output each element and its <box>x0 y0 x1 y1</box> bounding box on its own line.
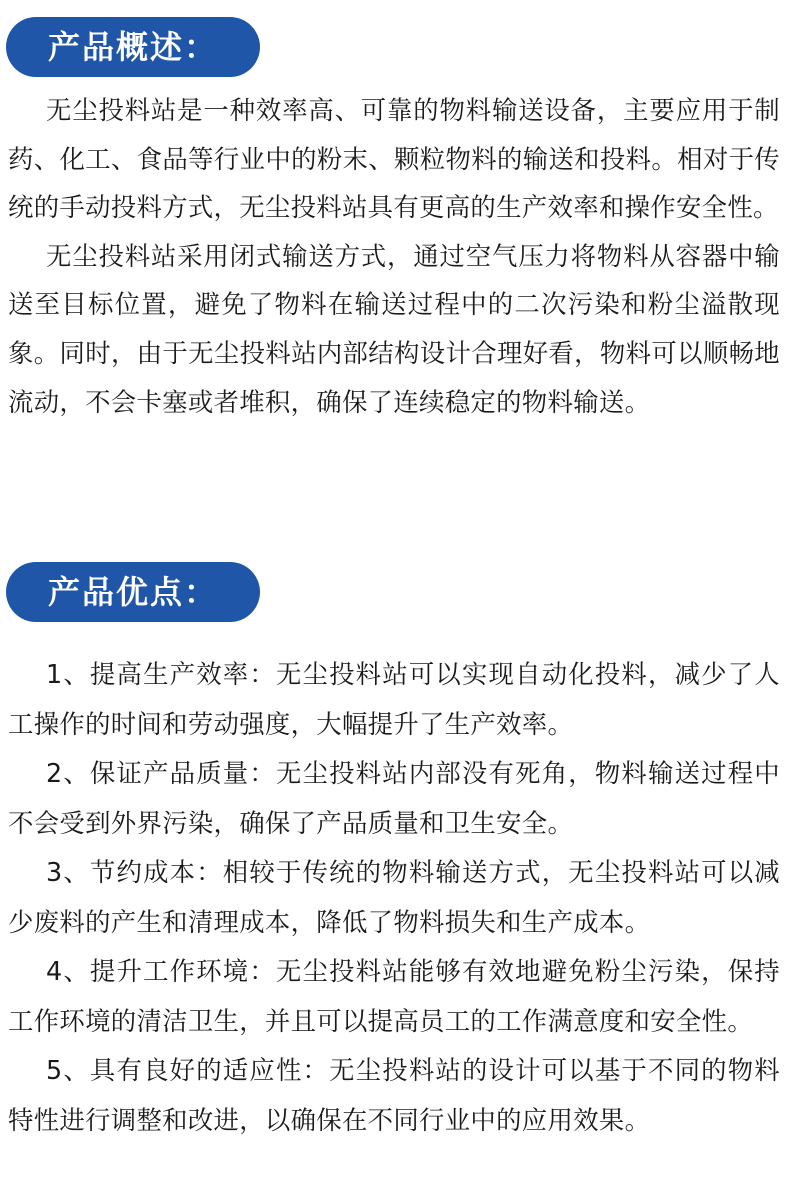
overview-paragraph: 无尘投料站采用闭式输送方式，通过空气压力将物料从容器中输送至目标位置，避免了物料在输送过程中的二次污染和粉尘溢散现象。同时，由于无尘投料站内部结构设计合理好看，物料可以顺畅地流动，不会卡塞或者堆积，确保了连续稳定的物料输送。 <box>8 240 780 417</box>
advantage-item: 1、提高生产效率：无尘投料站可以实现自动化投料，减少了人工操作的时间和劳动强度，大幅提升了生产效率。 <box>8 659 780 739</box>
advantage-item: 4、提升工作环境：无尘投料站能够有效地避免粉尘污染，保持工作环境的清洁卫生，并且可以提高员工的工作满意度和安全性。 <box>8 956 780 1036</box>
advantages-list <box>8 650 780 1145</box>
advantage-item: 2、保证产品质量：无尘投料站内部没有死角，物料输送过程中不会受到外界污染，确保了产品质量和卫生安全。 <box>8 758 780 838</box>
advantage-item: 5、具有良好的适应性：无尘投料站的设计可以基于不同的物料特性进行调整和改进，以确保在不同行业中的应用效果。 <box>8 1055 780 1135</box>
advantage-item: 3、节约成本：相较于传统的物料输送方式，无尘投料站可以减少废料的产生和清理成本，降低了物料损失和生产成本。 <box>8 857 780 937</box>
overview-text <box>8 86 780 426</box>
overview-paragraph: 无尘投料站是一种效率高、可靠的物料输送设备，主要应用于制药、化工、食品等行业中的粉末、颗粒物料的输送和投料。相对于传统的手动投料方式，无尘投料站具有更高的生产效率和操作安全性。 <box>8 95 780 223</box>
overview-heading: 产品概述： <box>6 17 260 77</box>
advantages-heading: 产品优点： <box>6 562 260 622</box>
